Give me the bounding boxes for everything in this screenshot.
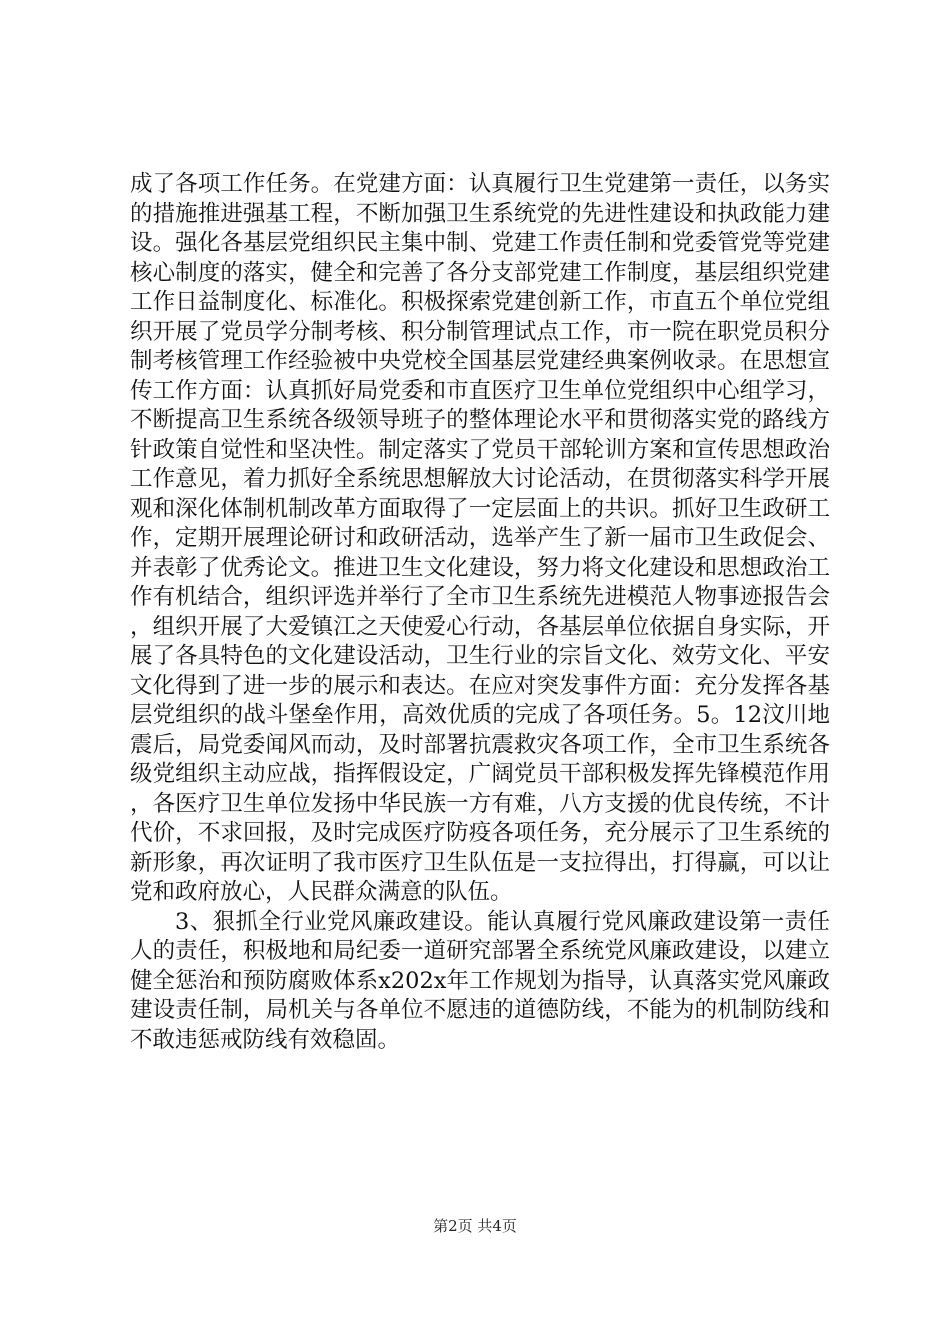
page-footer: 第2页 共4页 [433, 1217, 517, 1235]
paragraph-party-building: 成了各项工作任务。在党建方面：认真履行卫生党建第一责任，以务实的措施推进强基工程，不断加强卫生系统党的先进性建设和执政能力建设。强化各基层党组织民主集中制、党建工作责任制和党委管党等党建核心制度的落实，健全和完善了各分支部党建工作制度，基层组织党建工作日益制度化、标准化。积极探索党建创新工作，市直五个单位党组织开展了党员学分制考核、积分制管理试点工作，市一院在职党员积分制考核管理工作经验被中央党校全国基层党建经典案例收录。在思想宣传工作方面：认真抓好局党委和市直医疗卫生单位党组织中心组学习，不断提高卫生系统各级领导班子的整体理论水平和贯彻落实党的路线方针政策自觉性和坚决性。制定落实了党员干部轮训方案和宣传思想政治工作意见，着力抓好全系统思想解放大讨论活动，在贯彻落实科学开展观和深化体制机制改革方面取得了一定层面上的共识。抓好卫生政研工作，定期开展理论研讨和政研活动，选举产生了新一届市卫生政促会、并表彰了优秀论文。推进卫生文化建设，努力将文化建设和思想政治工作有机结合，组织评选并举行了全市卫生系统先进模范人物事迹报告会，组织开展了大爱镇江之天使爱心行动，各基层单位依据自身实际，开展了各具特色的文化建设活动，卫生行业的宗旨文化、效劳文化、平安文化得到了进一步的展示和表达。在应对突发事件方面：充分发挥各基层党组织的战斗堡垒作用，高效优质的完成了各项任务。5。12汶川地震后，局党委闻风而动，及时部署抗震救灾各项工作，全市卫生系统各级党组织主动应战，指挥假设定，广阔党员干部积极发挥先锋模范作用，各医疗卫生单位发扬中华民族一方有难，八方支援的优良传统，不计代价，不求回报，及时完成医疗防疫各项任务，充分展示了卫生系统的新形象，再次证明了我市医疗卫生队伍是一支拉得出，打得赢，可以让党和政府放心，人民群众满意的队伍。 [130, 171, 830, 905]
paragraph-integrity-building: 3、狠抓全行业党风廉政建设。能认真履行党风廉政建设第一责任人的责任，积极地和局纪委一道研究部署全系统党风廉政建设，以建立健全惩治和预防腐败体系x202x年工作规划为指导，认真落实党风廉政建设责任制，局机关与各单位不愿违的道德防线，不能为的机制防线和不敢违惩戒防线有效稳固。 [130, 908, 830, 1053]
document-body [130, 170, 830, 1055]
